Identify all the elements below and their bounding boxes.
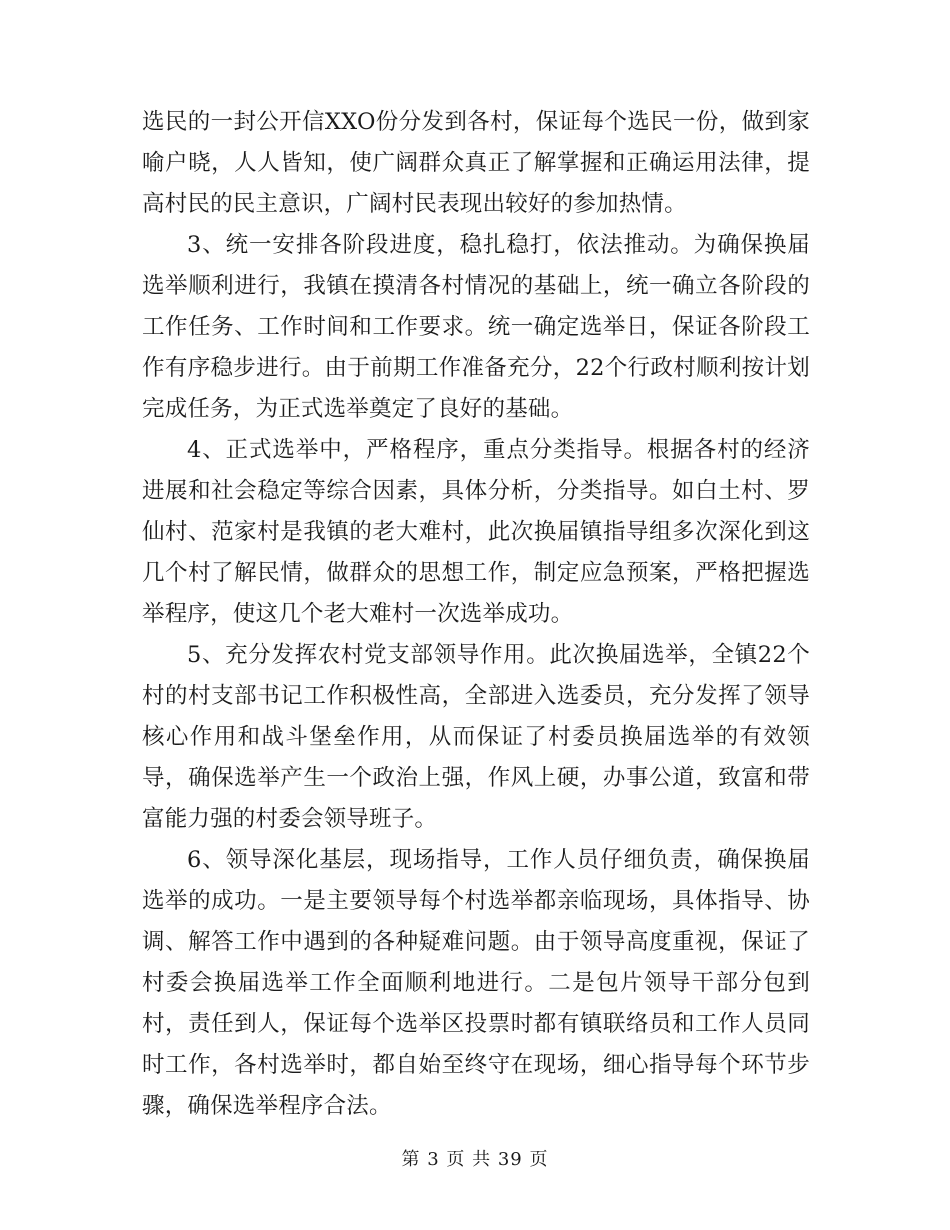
document-body <box>142 102 810 1127</box>
paragraph-item-5: 5、充分发挥农村党支部领导作用。此次换届选举，全镇22个村的村支部书记工作积极性高，全部进入选委员，充分发挥了领导核心作用和战斗堡垒作用，从而保证了村委员换届选举的有效领导，确保选举产生一个政治上强，作风上硬，办事公道，致富和带富能力强的村委会领导班子。 <box>142 642 810 832</box>
paragraph-item-4: 4、正式选举中，严格程序，重点分类指导。根据各村的经济进展和社会稳定等综合因素，具体分析，分类指导。如白土村、罗仙村、范家村是我镇的老大难村，此次换届镇指导组多次深化到这几个村了解民情，做群众的思想工作，制定应急预案，严格把握选举程序，使这几个老大难村一次选举成功。 <box>142 437 810 627</box>
paragraph-item-3: 3、统一安排各阶段进度，稳扎稳打，依法推动。为确保换届选举顺利进行，我镇在摸清各村情况的基础上，统一确立各阶段的工作任务、工作时间和工作要求。统一确定选举日，保证各阶段工作有序稳步进行。由于前期工作准备充分，22个行政村顺利按计划完成任务，为正式选举奠定了良好的基础。 <box>142 232 810 422</box>
page-number-footer: 第 3 页 共 39 页 <box>401 1149 549 1170</box>
paragraph-item-6: 6、领导深化基层，现场指导，工作人员仔细负责，确保换届选举的成功。一是主要领导每个村选举都亲临现场，具体指导、协调、解答工作中遇到的各种疑难问题。由于领导高度重视，保证了村委会换届选举工作全面顺利地进行。二是包片领导干部分包到村，责任到人，保证每个选举区投票时都有镇联络员和工作人员同时工作，各村选举时，都自始至终守在现场，细心指导每个环节步骤，确保选举程序合法。 <box>142 847 810 1119</box>
paragraph-continuation: 选民的一封公开信XXO份分发到各村，保证每个选民一份，做到家喻户晓，人人皆知，使广阔群众真正了解掌握和正确运用法律，提高村民的民主意识，广阔村民表现出较好的参加热情。 <box>142 109 810 217</box>
